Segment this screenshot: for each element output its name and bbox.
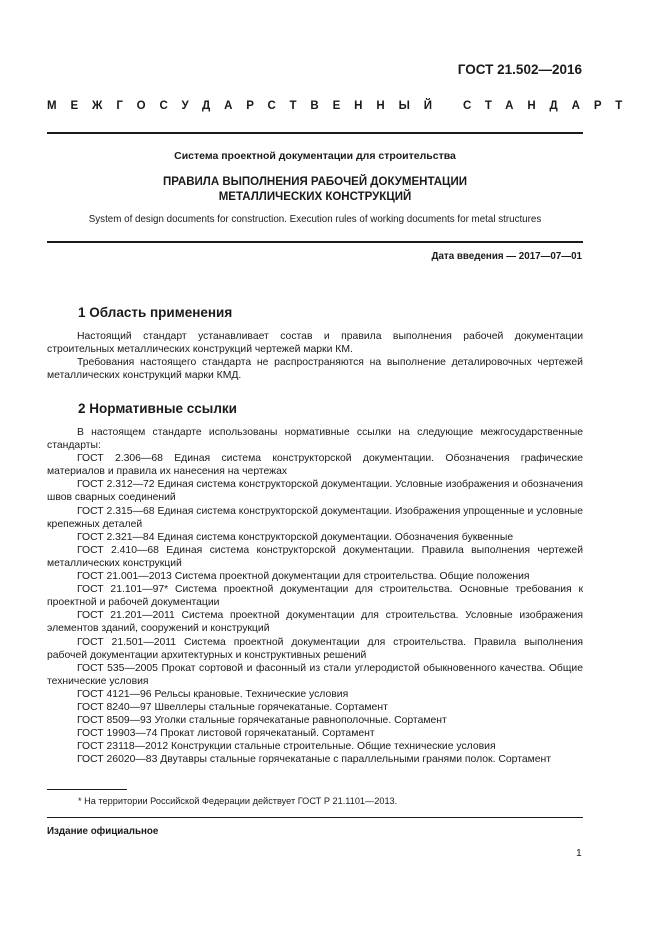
footer-rule <box>47 817 583 818</box>
english-title: System of design documents for construction. Execution rules of working documents for metal structures <box>88 214 542 225</box>
reference-item: ГОСТ 21.101—97* Система проектной документации для строительства. Основные требования к проектной и рабочей документации <box>47 584 583 609</box>
document-code: ГОСТ 21.502—2016 <box>457 62 582 77</box>
reference-item: ГОСТ 8240—97 Швеллеры стальные горячекатаные. Сортамент <box>77 701 388 713</box>
reference-item: ГОСТ 2.306—68 Единая система конструкторской документации. Обозначения графические материалов и правила их нанесения на чертежах <box>47 453 583 478</box>
section-1-heading: 1 Область применения <box>78 305 233 320</box>
title-rule <box>47 241 583 243</box>
introduction-date: Дата введения — 2017—07—01 <box>431 251 582 262</box>
section-2-intro: В настоящем стандарте использованы нормативные ссылки на следующие межгосударственные стандарты: <box>47 427 583 452</box>
section-1-paragraph-1: Настоящий стандарт устанавливает состав и правила выполнения рабочей документации строительных металлических конструкций чертежей марки КМ. <box>47 331 583 356</box>
reference-item: ГОСТ 21.201—2011 Система проектной документации для строительства. Условные изображения элементов зданий, сооружений и конструкций <box>47 610 583 635</box>
title-line-2: МЕТАЛЛИЧЕСКИХ КОНСТРУКЦИЙ <box>218 191 412 203</box>
title-line-1: ПРАВИЛА ВЫПОЛНЕНИЯ РАБОЧЕЙ ДОКУМЕНТАЦИИ <box>162 176 467 188</box>
reference-item: ГОСТ 19903—74 Прокат листовой горячекатаный. Сортамент <box>77 728 375 740</box>
reference-item: ГОСТ 2.312—72 Единая система конструкторской документации. Условные изображения и обозначения швов сварных соединений <box>47 479 583 504</box>
document-title <box>47 175 583 205</box>
reference-item: ГОСТ 2.321—84 Единая система конструкторской документации. Обозначения буквенные <box>77 531 514 543</box>
official-edition-label: Издание официальное <box>47 826 159 837</box>
reference-item: ГОСТ 2.410—68 Единая система конструкторской документации. Правила выполнения чертежей металлических конструкций <box>47 544 583 569</box>
section-1-body <box>47 330 583 382</box>
reference-item: ГОСТ 23118—2012 Конструкции стальные строительные. Общие технические условия <box>77 741 496 753</box>
reference-item: ГОСТ 4121—96 Рельсы крановые. Технические условия <box>77 688 349 700</box>
reference-item: ГОСТ 535—2005 Прокат сортовой и фасонный из стали углеродистой обыкновенного качества. Общие технические условия <box>47 662 583 687</box>
section-2-body <box>47 426 583 766</box>
footnote: * На территории Российской Федерации действует ГОСТ Р 21.1101—2013. <box>78 796 398 806</box>
footnote-separator <box>47 789 127 790</box>
page-number: 1 <box>576 848 582 859</box>
reference-item: ГОСТ 21.001—2013 Система проектной документации для строительства. Общие положения <box>77 571 530 583</box>
reference-item: ГОСТ 2.315—68 Единая система конструкторской документации. Изображения упрощенные и условные крепежных деталей <box>47 505 583 530</box>
section-2-heading: 2 Нормативные ссылки <box>78 401 237 416</box>
interstate-standard-label: МЕЖГОСУДАРСТВЕННЫЙ СТАНДАРТ <box>47 100 637 112</box>
reference-item: ГОСТ 8509—93 Уголки стальные горячекатаные равнополочные. Сортамент <box>77 715 447 727</box>
section-1-paragraph-2: Требования настоящего стандарта не распространяются на выполнение деталировочных чертежей металлических конструкций марки КМД. <box>47 357 583 382</box>
header-rule <box>47 132 583 134</box>
system-name: Система проектной документации для строительства <box>174 150 456 162</box>
reference-item: ГОСТ 26020—83 Двутавры стальные горячекатаные с параллельными гранями полок. Сортамент <box>77 754 552 766</box>
reference-item: ГОСТ 21.501—2011 Система проектной документации для строительства. Правила выполнения рабочей документации архитектурных и конструктивных решений <box>47 636 583 661</box>
